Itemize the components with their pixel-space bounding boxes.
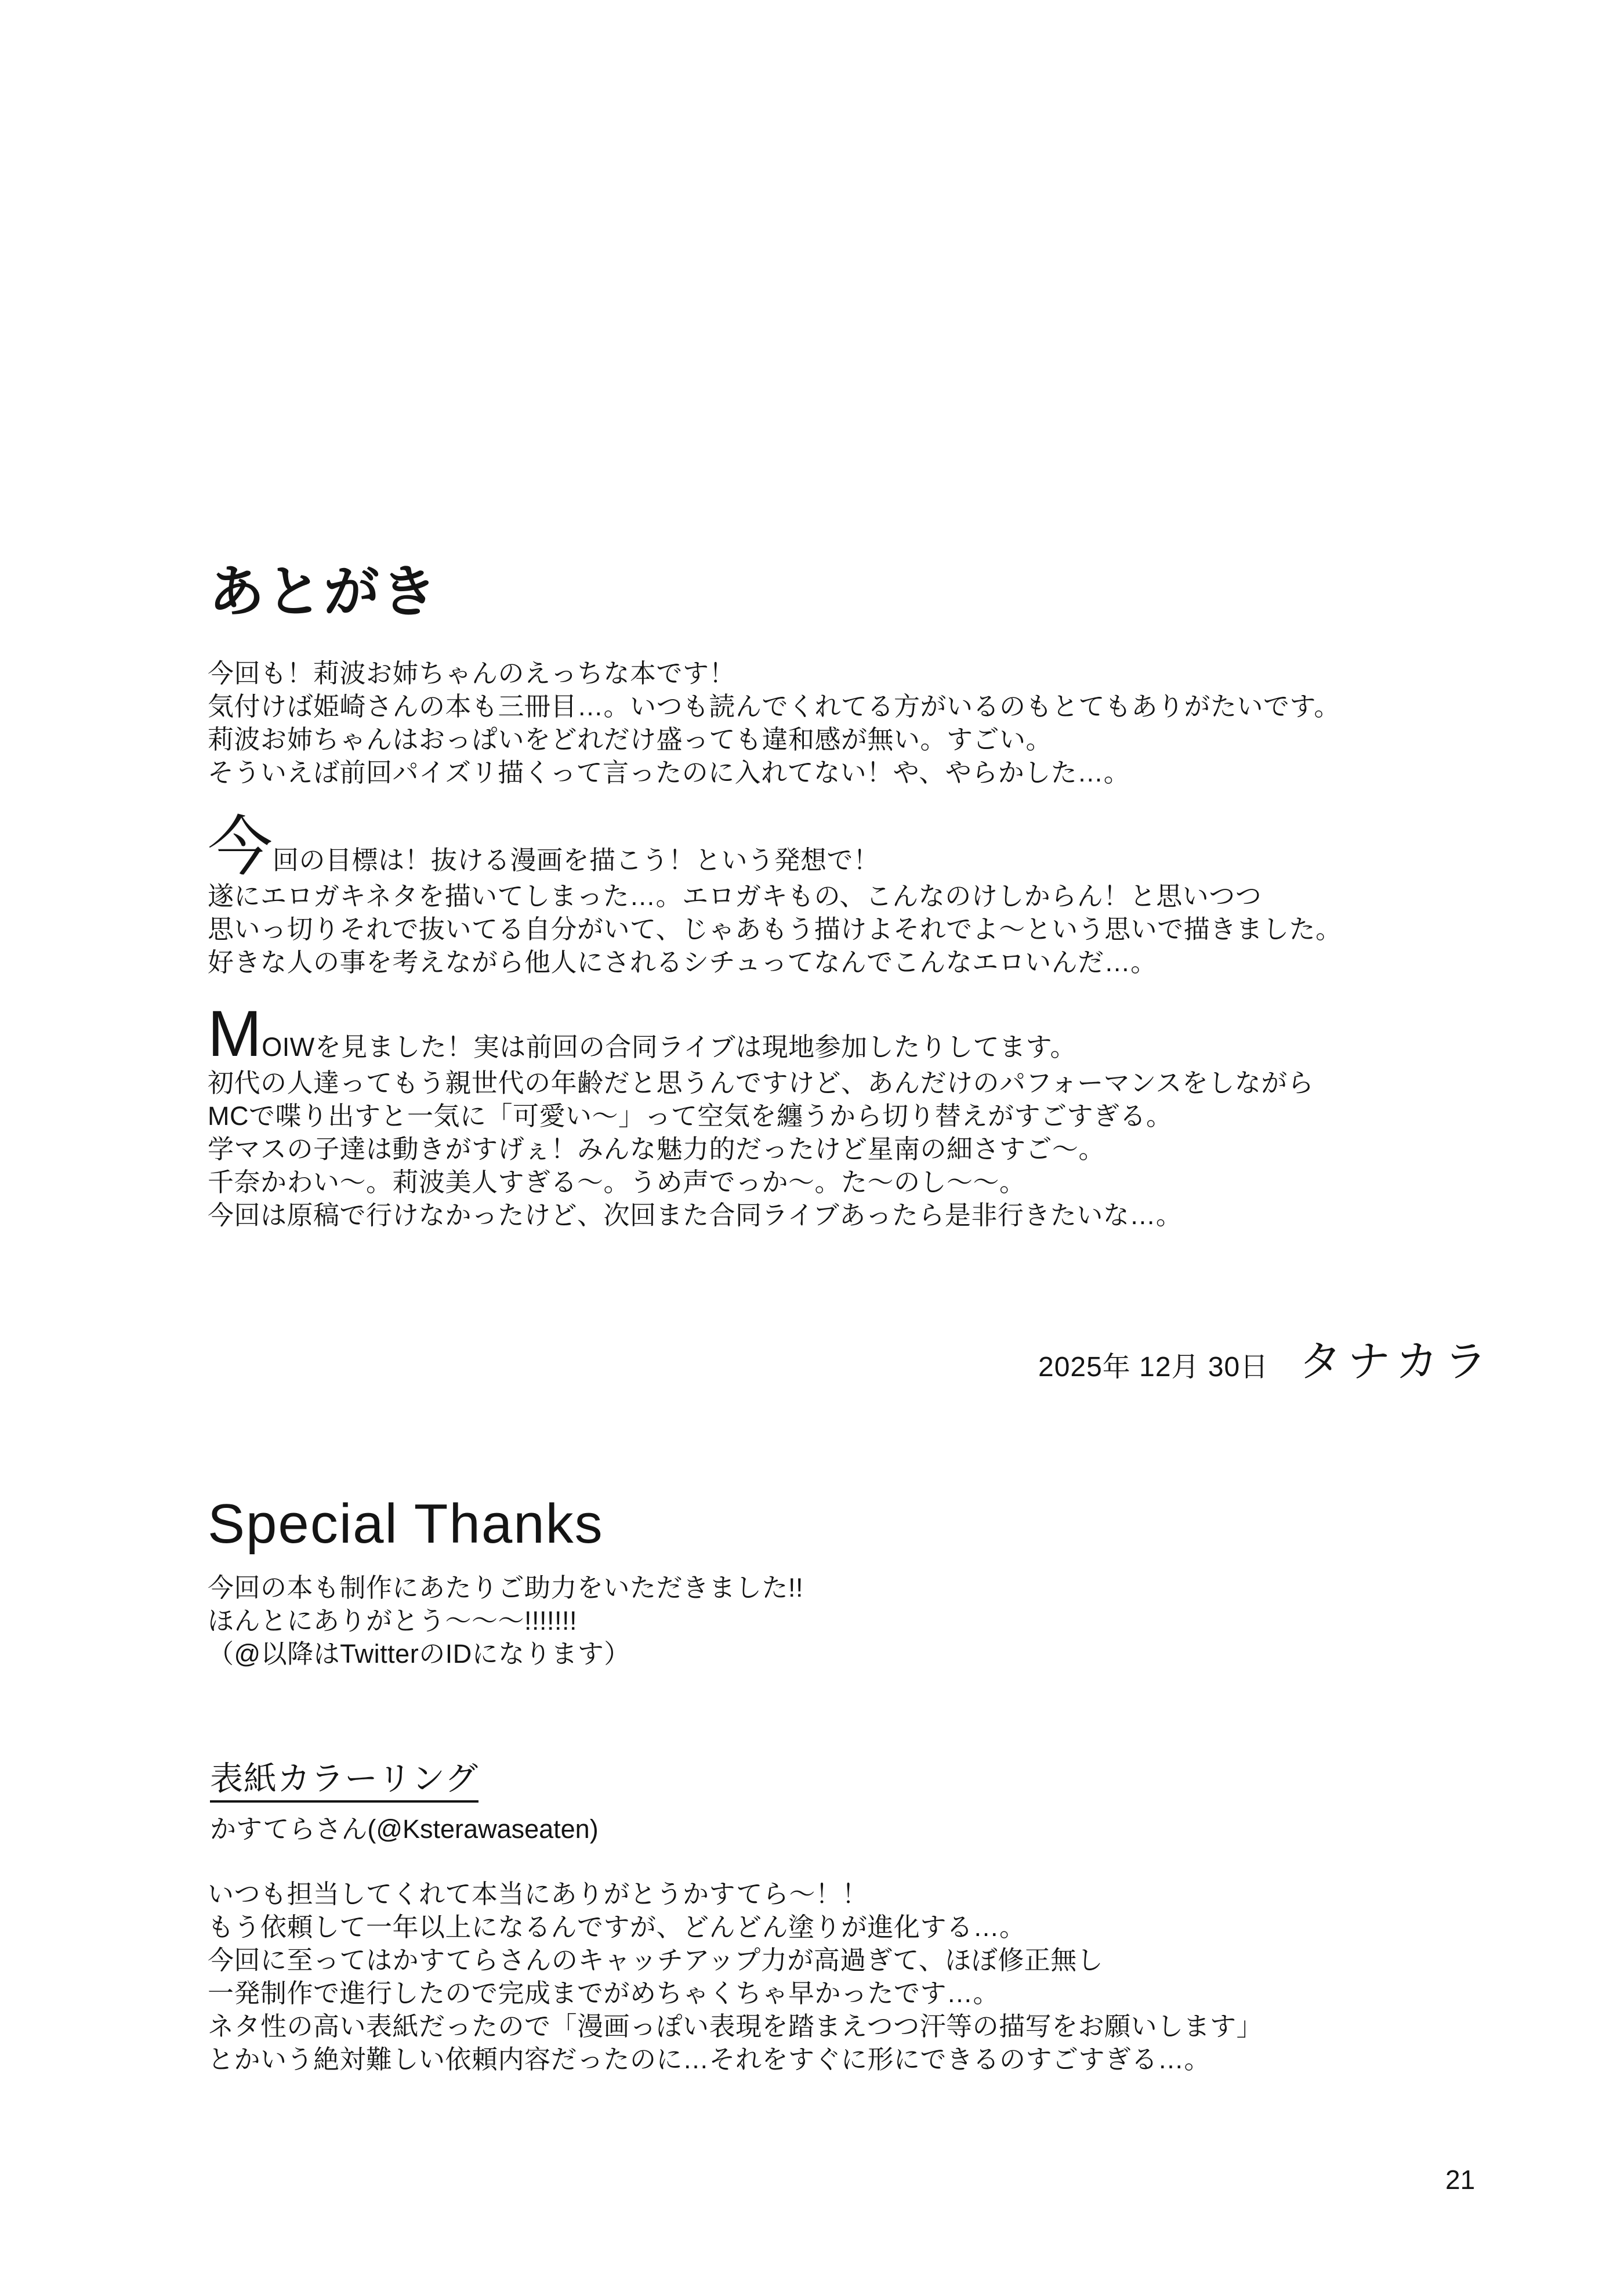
paragraph-line: ほんとにありがとう〜〜〜!!!!!!! bbox=[208, 1606, 578, 1636]
cover-coloring-credit: かすてらさん(@Ksterawaseaten) bbox=[210, 1814, 599, 1844]
author-signature: タナカラ bbox=[1299, 1337, 1493, 1385]
dropcap-character: M bbox=[208, 997, 262, 1070]
paragraph-line: OIWを見ました！実は前回の合同ライブは現地参加したりしてます。 bbox=[262, 1032, 1076, 1062]
special-thanks-intro bbox=[208, 1571, 803, 1670]
paragraph-line: 学マスの子達は動きがすげぇ！みんな魅力的だったけど星南の細さすご〜。 bbox=[208, 1134, 1105, 1164]
cover-coloring-comment bbox=[208, 1877, 1263, 2076]
date-signature-line bbox=[1038, 1327, 1493, 1389]
afterword-paragraph-1 bbox=[208, 657, 1340, 789]
paragraph-line: もう依頼して一年以上になるんですが、どんどん塗りが進化する…。 bbox=[208, 1912, 1026, 1942]
paragraph-line: とかいう絶対難しい依頼内容だったのに…それをすぐに形にできるのすごすぎる…。 bbox=[208, 2045, 1211, 2074]
afterword-title: あとがき bbox=[209, 561, 438, 623]
paragraph-line: 今回に至ってはかすてらさんのキャッチアップ力が高過ぎて、ほぼ修正無し bbox=[208, 1945, 1104, 1975]
dropcap-line bbox=[208, 997, 1314, 1070]
paragraph-line: 気付けば姫崎さんの本も三冊目…。いつも読んでくれてる方がいるのもとてもありがたいです。 bbox=[208, 692, 1340, 721]
afterword-paragraph-2 bbox=[208, 811, 1342, 979]
paragraph-line: 今回も！莉波お姉ちゃんのえっちな本です！ bbox=[208, 658, 736, 688]
paragraph-line: 好きな人の事を考えながら他人にされるシチュってなんでこんなエロいんだ…。 bbox=[208, 947, 1157, 977]
paragraph-line: 回の目標は！抜ける漫画を描こう！という発想で！ bbox=[273, 845, 880, 875]
afterword-paragraph-3 bbox=[208, 997, 1314, 1232]
dropcap-line bbox=[208, 811, 1342, 883]
publication-date: 2025年 12月 30日 bbox=[1038, 1352, 1269, 1383]
paragraph-line: MCで喋り出すと一気に「可愛い〜」って空気を纏うから切り替えがすごすぎる。 bbox=[208, 1101, 1173, 1131]
paragraph-line: （@以降はTwitterのIDになります） bbox=[208, 1639, 630, 1669]
paragraph-line: 今回は原稿で行けなかったけど、次回また合同ライブあったら是非行きたいな…。 bbox=[208, 1200, 1183, 1230]
paragraph-line: いつも担当してくれて本当にありがとうかすてら〜！！ bbox=[208, 1879, 868, 1909]
paragraph-line: 莉波お姉ちゃんはおっぱいをどれだけ盛っても違和感が無い。すごい。 bbox=[208, 725, 1053, 754]
paragraph-line: 千奈かわい〜。莉波美人すぎる〜。うめ声でっか〜。た〜のし〜〜。 bbox=[208, 1167, 1026, 1197]
special-thanks-title: Special Thanks bbox=[208, 1493, 604, 1555]
paragraph-line: そういえば前回パイズリ描くって言ったのに入れてない！や、やらかした…。 bbox=[208, 758, 1130, 787]
paragraph-line: ネタ性の高い表紙だったので「漫画っぽい表現を踏まえつつ汗等の描写をお願いします」 bbox=[208, 2011, 1263, 2041]
paragraph-line: 思いっ切りそれで抜いてる自分がいて、じゃあもう描けよそれでよ〜という思いで描きました。 bbox=[208, 914, 1342, 944]
paragraph-line: 今回の本も制作にあたりご助力をいただきました!! bbox=[208, 1573, 804, 1602]
paragraph-line: 一発制作で進行したので完成までがめちゃくちゃ早かったです…。 bbox=[208, 1978, 1000, 2008]
page-number: 21 bbox=[1445, 2165, 1476, 2195]
paragraph-line: 初代の人達ってもう親世代の年齢だと思うんですけど、あんだけのパフォーマンスをしながら bbox=[208, 1068, 1314, 1098]
dropcap-character: 今 bbox=[208, 811, 273, 883]
cover-coloring-heading: 表紙カラーリング bbox=[210, 1763, 478, 1803]
paragraph-line: 遂にエロガキネタを描いてしまった…。エロガキもの、こんなのけしからん！と思いつつ bbox=[208, 881, 1262, 911]
